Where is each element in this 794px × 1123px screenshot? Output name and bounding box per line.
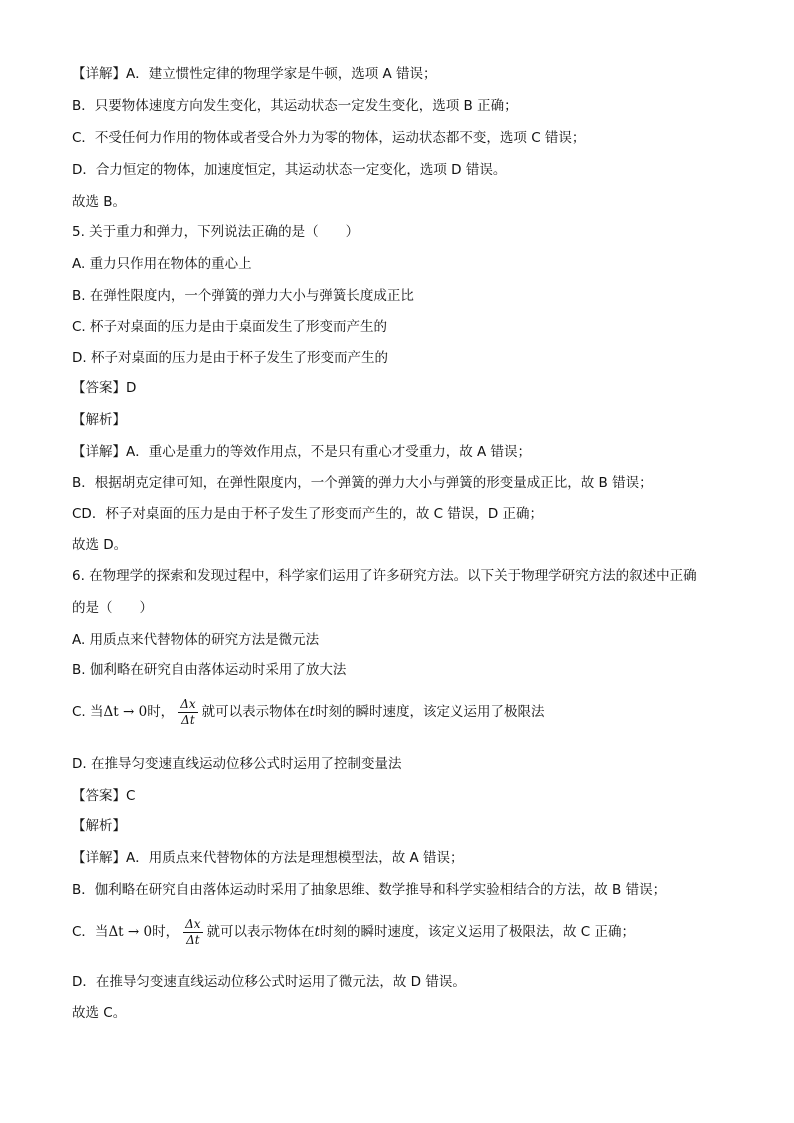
fraction-denominator: Δt bbox=[186, 932, 200, 947]
answer-value: D bbox=[126, 380, 137, 396]
option-c-suffix: 时刻的瞬时速度，该定义运用了极限法 bbox=[315, 704, 545, 720]
q5-answer bbox=[72, 378, 734, 398]
q5-option-c: C. 杯子对桌面的压力是由于桌面发生了形变而产生的 bbox=[72, 319, 388, 335]
answer-tag: 【答案】 bbox=[72, 380, 126, 396]
detail-c-prefix: C．当 bbox=[72, 924, 109, 940]
q5-option-d: D. 杯子对桌面的压力是由于杯子发生了形变而产生的 bbox=[72, 350, 388, 366]
detail-c-suffix: 时刻的瞬时速度，该定义运用了极限法，故 C 正确； bbox=[319, 924, 635, 940]
limit-expression: Δt → 0 bbox=[108, 924, 153, 940]
q5-option-b: B. 在弹性限度内，一个弹簧的弹力大小与弹簧长度成正比 bbox=[72, 288, 414, 304]
detail-c-after-frac: 就可以表示物体在 bbox=[206, 924, 315, 940]
q5-option-a: A. 重力只作用在物体的重心上 bbox=[72, 256, 252, 272]
limit-expression: Δt → 0 bbox=[103, 704, 148, 720]
q6-option-a: A. 用质点来代替物体的研究方法是微元法 bbox=[72, 632, 320, 648]
delta-fraction bbox=[178, 697, 197, 728]
q6-detail-d: D．在推导匀变速直线运动位移公式时运用了微元法，故 D 错误。 bbox=[72, 974, 466, 990]
detail-text: A．建立惯性定律的物理学家是牛顿，选项 A 错误； bbox=[126, 66, 437, 82]
answer-tag: 【答案】 bbox=[72, 788, 126, 804]
detail-tag: 【详解】 bbox=[72, 66, 126, 82]
detail-line-c: C．不受任何力作用的物体或者受合外力为零的物体，运动状态都不变，选项 C 错误； bbox=[72, 130, 586, 146]
detail-tag: 【详解】 bbox=[72, 850, 126, 866]
detail-text: A．用质点来代替物体的方法是理想模型法，故 A 错误； bbox=[126, 850, 464, 866]
time-variable: t bbox=[309, 704, 316, 720]
q6-detail-c bbox=[72, 916, 734, 948]
q5-detail-b: B．根据胡克定律可知，在弹性限度内，一个弹簧的弹力大小与弹簧的形变量成正比，故 B 错误； bbox=[72, 475, 653, 491]
detail-line-d: D．合力恒定的物体，加速度恒定，其运动状态一定变化，选项 D 错误。 bbox=[72, 162, 507, 178]
q6-conclusion: 故选 C。 bbox=[72, 1005, 127, 1021]
fraction-numerator: Δx bbox=[185, 916, 201, 931]
q5-detail-cd: CD．杯子对桌面的压力是由于杯子发生了形变而产生的，故 C 错误，D 正确； bbox=[72, 506, 544, 522]
detail-line-a bbox=[72, 64, 734, 84]
conclusion-line: 故选 B。 bbox=[72, 194, 127, 210]
option-c-prefix: C. 当 bbox=[72, 704, 104, 720]
q6-analysis-tag: 【解析】 bbox=[72, 818, 126, 834]
detail-c-mid: 时， bbox=[152, 924, 180, 940]
q5-stem: 5. 关于重力和弹力，下列说法正确的是（ ） bbox=[72, 224, 360, 240]
q6-detail-b: B．伽利略在研究自由落体运动时采用了抽象思维、数学推导和科学实验相结合的方法，故 B 错误； bbox=[72, 882, 667, 898]
q6-answer bbox=[72, 786, 734, 806]
q5-conclusion: 故选 D。 bbox=[72, 537, 128, 553]
option-c-mid: 时， bbox=[147, 704, 175, 720]
fraction-denominator: Δt bbox=[181, 712, 195, 727]
fraction-numerator: Δx bbox=[180, 696, 196, 711]
option-c-after-frac: 就可以表示物体在 bbox=[201, 704, 310, 720]
q6-stem-line2: 的是（ ） bbox=[72, 600, 153, 616]
q6-option-d: D. 在推导匀变速直线运动位移公式时运用了控制变量法 bbox=[72, 756, 402, 772]
answer-value: C bbox=[126, 788, 136, 804]
detail-line-b: B．只要物体速度方向发生变化，其运动状态一定发生变化，选项 B 正确； bbox=[72, 98, 518, 114]
q6-option-c bbox=[72, 696, 734, 728]
detail-tag: 【详解】 bbox=[72, 444, 126, 460]
q6-detail-a bbox=[72, 848, 734, 868]
delta-fraction bbox=[183, 917, 202, 948]
q5-detail-a bbox=[72, 442, 734, 462]
time-variable: t bbox=[314, 924, 320, 940]
q6-stem-line1: 6. 在物理学的探索和发现过程中，科学家们运用了许多研究方法。以下关于物理学研究方法的叙述中正确 bbox=[72, 568, 697, 584]
detail-text: A．重心是重力的等效作用点，不是只有重心才受重力，故 A 错误； bbox=[126, 444, 532, 460]
q6-option-b: B. 伽利略在研究自由落体运动时采用了放大法 bbox=[72, 662, 347, 678]
q5-analysis-tag: 【解析】 bbox=[72, 412, 126, 428]
